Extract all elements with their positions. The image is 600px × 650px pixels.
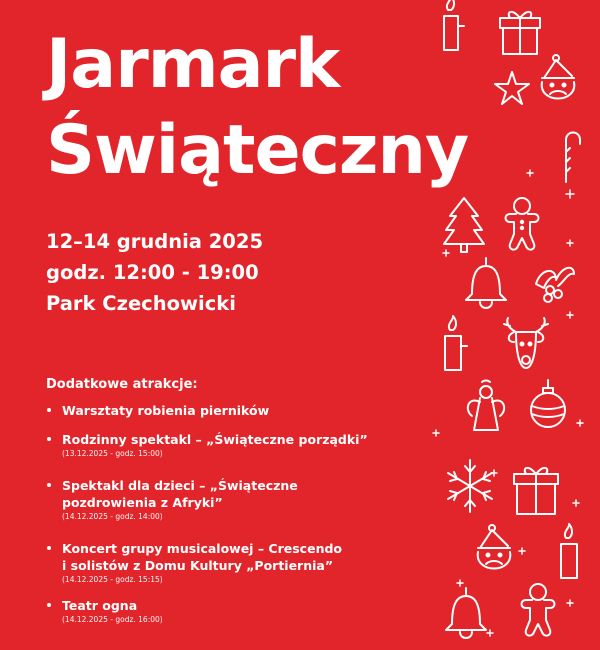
candle-icon [444,0,464,50]
attraction-date: (14.12.2025 - godz. 15:15) [62,575,163,584]
attraction-date: (14.12.2025 - godz. 14:00) [62,512,163,521]
attraction-title: Warsztaty robienia pierników [62,403,270,418]
star-icon [495,72,529,104]
list-item [46,540,386,585]
attraction-title: Spektakl dla dzieci – „Świąteczne pozdrowienia z Afryki” [62,478,298,510]
gingerbread-icon [522,584,555,636]
ornament-icon [531,380,565,427]
attractions-section [46,377,386,637]
event-hours: godz. 12:00 - 19:00 [46,261,259,284]
title-line-1: Jarmark [46,25,340,104]
attraction-date: (14.12.2025 - godz. 16:00) [62,615,163,624]
attraction-title: Teatr ogna [62,598,138,613]
gift-icon [500,12,540,54]
bell-icon [446,588,486,638]
event-dates: 12–14 grudnia 2025 [46,230,264,253]
event-place: Park Czechowicki [46,292,236,315]
attraction-date: (13.12.2025 - godz. 15:00) [62,449,163,458]
santa-icon [478,525,511,569]
bell-icon [466,258,506,308]
christmas-tree-icon [444,198,484,252]
reindeer-icon [504,318,548,368]
attractions-list [46,402,386,625]
candle-icon [561,524,577,578]
candle-icon [445,316,467,370]
page-title [46,22,468,194]
attractions-heading: Dodatkowe atrakcje: [46,377,198,392]
list-item [46,402,386,419]
candy-cane-icon [566,133,580,183]
list-item [46,477,386,522]
holly-icon [536,268,574,302]
angel-icon [468,381,504,431]
title-line-2: Świąteczny [46,111,469,190]
list-item [46,597,386,625]
attraction-title: Rodzinny spektakl – „Świąteczne porządki” [62,432,368,447]
gift-icon [514,468,558,514]
attraction-title: Koncert grupy musicalowej – Crescendo i solistów z Domu Kultury „Portiernia” [62,541,342,573]
santa-icon [542,55,575,99]
christmas-icons-column [430,0,600,650]
event-info [46,226,263,319]
snowflake-icon [448,460,492,512]
list-item [46,431,386,459]
gingerbread-icon [506,198,539,250]
